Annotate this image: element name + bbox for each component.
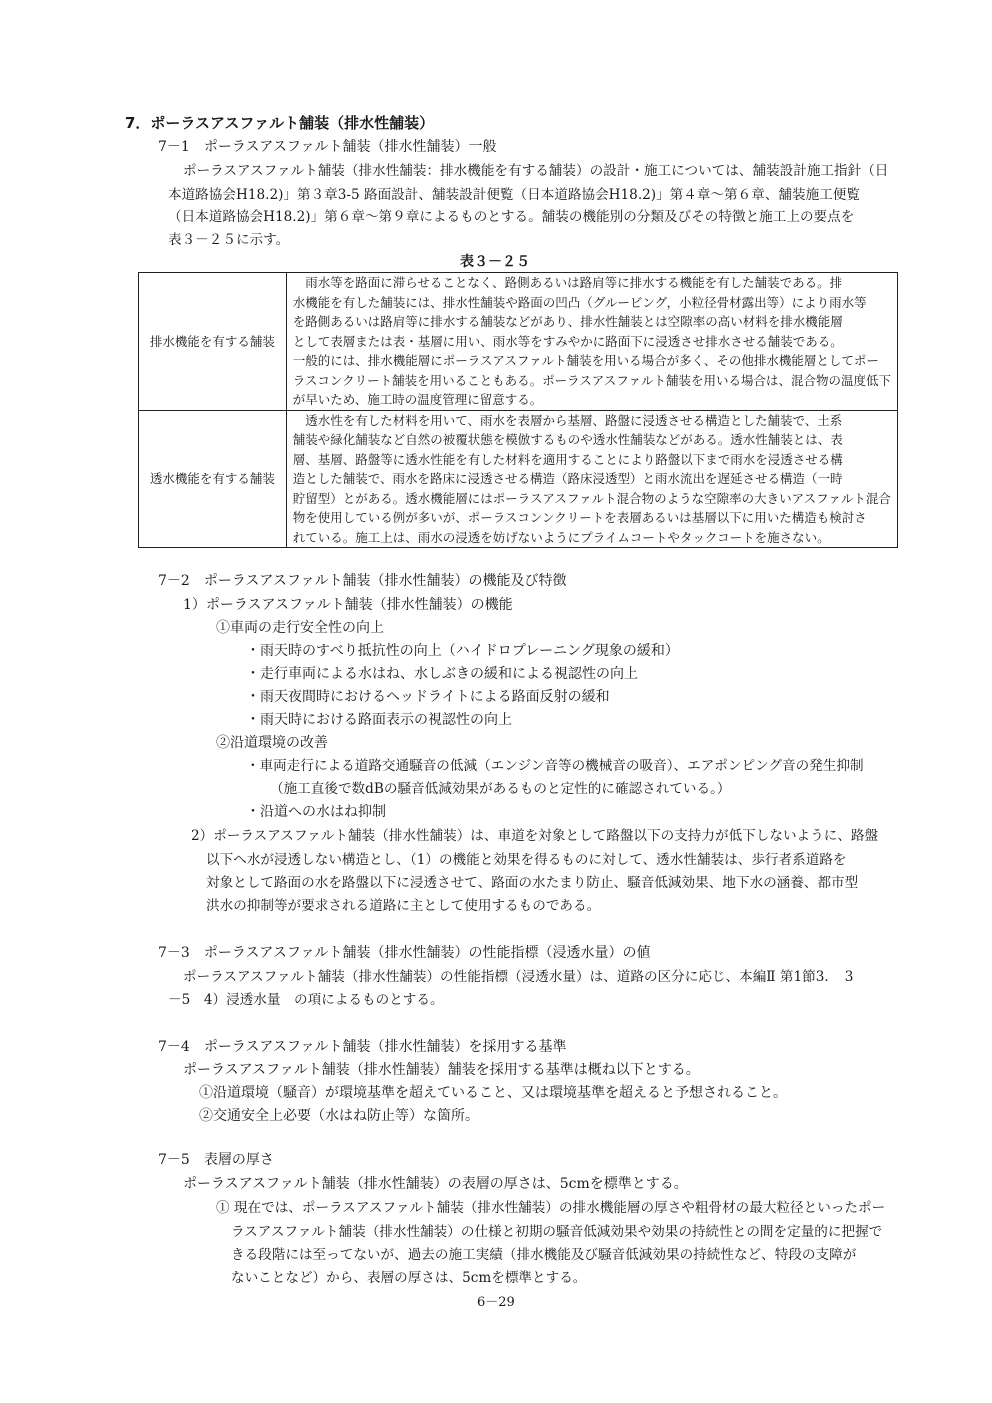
paragraph-line: 洪水の抑制等が要求される道路に主として使用するものである。 [206, 898, 601, 914]
bullet-continuation: （施工直後で数dBの騒音低減効果があるものと定性的に確認されている。） [270, 781, 731, 797]
table-row [139, 410, 898, 548]
table-cell-line: ラスコンクリート舗装を用いることもある。ポーラスアスファルト舗装を用いる場合は、混合物の温度低下 [292, 372, 891, 388]
table-row-description [286, 273, 897, 411]
item-1: ①車両の走行安全性の向上 [216, 620, 384, 636]
paragraph-line: 対象として路面の水を路盤以下に浸透させて、路面の水たまり防止、騒音低減効果、地下水の涵養、都市型 [206, 875, 859, 891]
table-cell-line: 雨水等を路面に滞らせることなく、路側あるいは路肩等に排水する機能を有した舗装である。排 [292, 275, 843, 290]
table-cell-line: 貯留型）とがある。透水機能層にはポーラスアスファルト混合物のような空隙率の大きいアスファルト混合 [292, 490, 891, 506]
table-cell-line: 物を使用している例が多いが、ポーラスコンンクリートを表層あるいは基層以下に用いた構造も検討さ [292, 510, 867, 525]
paragraph-line: 表３－２５に示す。 [168, 232, 290, 248]
subheading-1: 1）ポーラスアスファルト舗装（排水性舗装）の機能 [183, 597, 513, 613]
table-cell-line: 層、基層、路盤等に透水性能を有した材料を適用することにより路盤以下まで雨水を浸透させる構 [292, 451, 843, 467]
paragraph-line: （日本道路協会H18.2)」第６章～第９章によるものとする。舗装の機能別の分類及びその特徴と施工上の要点を [168, 209, 855, 225]
table-row [139, 273, 898, 411]
bullet-item: ・沿道への水はね抑制 [246, 804, 386, 820]
paragraph-line: ないことなど）から、表層の厚さは、5cmを標準とする。 [231, 1270, 587, 1286]
table-cell-line: 舗装や緑化舗装など自然の被覆状態を模倣するものや透水性舗装などがある。透水性舗装とは、表 [292, 432, 843, 447]
heading-7-3: 7－3 ポーラスアスファルト舗装（排水性舗装）の性能指標（浸透水量）の値 [158, 945, 651, 961]
table-3-25 [138, 272, 898, 548]
paragraph-line: 本道路協会H18.2)」第３章3-5 路面設計、舗装設計便覧（日本道路協会H18.2)」第４章～第６章、舗装施工便覧 [168, 187, 860, 203]
table-row-label: 排水機能を有する舗装 [139, 273, 287, 411]
bullet-item: ・車両走行による道路交通騒音の低減（エンジン音等の機械音の吸音）、エアポンピング音の発生抑制 [246, 758, 864, 774]
heading-7-1: 7－1 ポーラスアスファルト舗装（排水性舗装）一般 [158, 139, 497, 155]
bullet-item: ・雨天時における路面表示の視認性の向上 [246, 712, 512, 728]
paragraph-line: ① 現在では、ポーラスアスファルト舗装（排水性舗装）の排水機能層の厚さや粗骨材の最大粒径といったポー [216, 1200, 886, 1216]
paragraph-line: ラスアスファルト舗装（排水性舗装）の仕様と初期の騒音低減効果や効果の持続性との間を定量的に把握で [231, 1224, 883, 1240]
list-item: ②交通安全上必要（水はね防止等）な箇所。 [199, 1108, 479, 1124]
bullet-item: ・雨天夜間時におけるヘッドライトによる路面反射の緩和 [246, 689, 610, 705]
bullet-item: ・走行車両による水はね、水しぶきの緩和による視認性の向上 [246, 666, 638, 682]
item-2: ②沿道環境の改善 [216, 735, 328, 751]
paragraph-line: ポーラスアスファルト舗装（排水性舗装：排水機能を有する舗装）の設計・施工については、舗装設計施工指針（日 [183, 163, 889, 179]
table-cell-line: 一般的には、排水機能層にポーラスアスファルト舗装を用いる場合が多く、その他排水機能層としてポー [292, 353, 879, 368]
table-cell-line: として表層または表・基層に用い、雨水等をすみやかに路面下に浸透させ排水させる舗装である。 [292, 333, 843, 349]
table-row-description [286, 410, 897, 548]
paragraph-line: ポーラスアスファルト舗装（排水性舗装）の表層の厚さは、5cmを標準とする。 [183, 1176, 688, 1192]
list-item: ①沿道環境（騒音）が環境基準を超えていること、又は環境基準を超えると予想されること。 [199, 1085, 787, 1101]
table-cell-line: れている。施工上は、雨水の浸透を妨げないようにプライムコートやタックコートを施さない。 [292, 529, 830, 545]
subheading-2-line: 2）ポーラスアスファルト舗装（排水性舗装）は、車道を対象として路盤以下の支持力が低下しないように、路盤 [191, 828, 879, 844]
table-cell-line: 水機能を有した舗装には、排水性舗装や路面の凹凸（グルービング，小粒径骨材露出等）により雨水等 [292, 294, 867, 310]
paragraph-line: ポーラスアスファルト舗装（排水性舗装）舗装を採用する基準は概ね以下とする。 [183, 1062, 700, 1078]
table-cell-line: を路側あるいは路肩等に排水する舗装などがあり、排水性舗装とは空隙率の高い材料を排水機能層 [292, 314, 843, 329]
paragraph-line: ポーラスアスファルト舗装（排水性舗装）の性能指標（浸透水量）は、道路の区分に応じ、本編Ⅱ 第1節3． 3 [183, 969, 854, 985]
section-title: 7．ポーラスアスファルト舗装（排水性舗装） [125, 114, 435, 132]
heading-7-5: 7－5 表層の厚さ [158, 1152, 274, 1168]
paragraph-line: －5 4）浸透水量 の項によるものとする。 [168, 992, 444, 1008]
table-cell-line: 透水性を有した材料を用いて、雨水を表層から基層、路盤に浸透させる構造とした舗装で、土系 [292, 412, 843, 428]
paragraph-line: きる段階には至ってないが、過去の施工実績（排水機能及び騒音低減効果の持続性など、特段の支障が [231, 1247, 857, 1263]
table-cell-line: が早いため、施工時の温度管理に留意する。 [292, 392, 543, 407]
heading-7-4: 7－4 ポーラスアスファルト舗装（排水性舗装）を採用する基準 [158, 1039, 567, 1055]
table-row-label: 透水機能を有する舗装 [139, 410, 287, 548]
heading-7-2: 7－2 ポーラスアスファルト舗装（排水性舗装）の機能及び特徴 [158, 573, 567, 589]
bullet-item: ・雨天時のすべり抵抗性の向上（ハイドロプレーニング現象の緩和） [246, 643, 679, 659]
paragraph-line: 以下へ水が浸透しない構造とし、（1）の機能と効果を得るものに対して、透水性舗装は、歩行者系道路を [206, 852, 847, 868]
page-number: 6－29 [477, 1295, 515, 1310]
table-caption: 表３－２５ [460, 254, 530, 270]
table-cell-line: 造とした舗装で、雨水を路床に浸透させる構造（路床浸透型）と雨水流出を遅延させる構造（一時 [292, 471, 843, 486]
